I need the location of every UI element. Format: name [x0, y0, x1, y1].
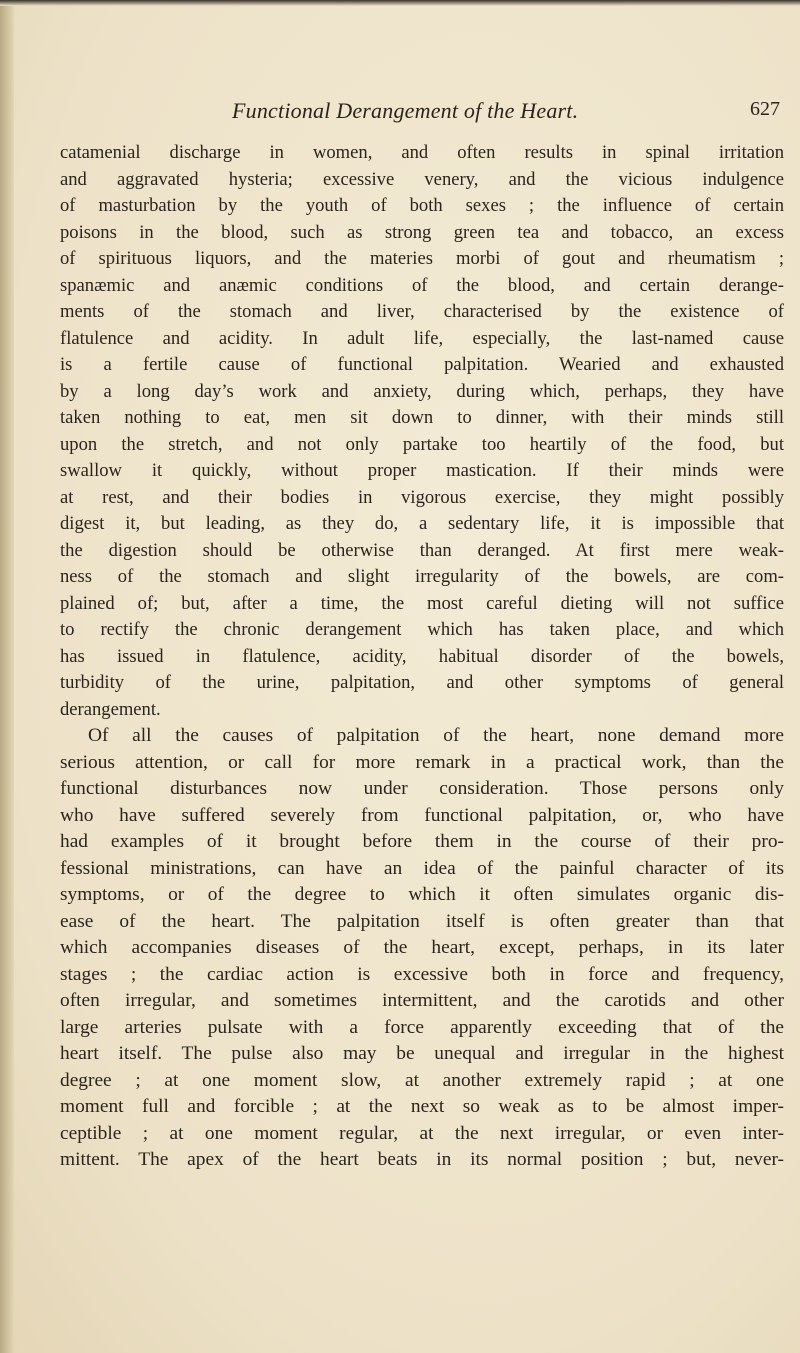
text-line: and aggravated hysteria; excessive venery, and the vicious indulgence: [60, 168, 784, 190]
text-line: plained of; but, after a time, the most careful dieting will not suffice: [60, 592, 784, 614]
paragraph-first-line: Of all the causes of palpitation of the heart, none demand more: [88, 725, 784, 746]
text-line: ness of the stomach and slight irregularity of the bowels, are com-: [60, 566, 784, 587]
text-line: taken nothing to eat, men sit down to dinner, with their minds still: [60, 407, 784, 428]
page-top-edge: [0, 0, 800, 6]
body-text: [60, 140, 784, 1174]
text-line: ceptible ; at one moment regular, at the next irregular, or even inter-: [60, 1122, 784, 1144]
text-line: swallow it quickly, without proper mastication. If their minds were: [60, 460, 784, 481]
text-line: who have suffered severely from functional palpitation, or, who have: [60, 804, 784, 826]
text-line: symptoms, or of the degree to which it often simulates organic dis-: [60, 884, 784, 905]
text-line: of masturbation by the youth of both sexes ; the influence of certain: [60, 195, 784, 216]
text-line: which accompanies diseases of the heart, except, perhaps, in its later: [60, 937, 784, 958]
page-number: 627: [750, 98, 780, 120]
text-line: functional disturbances now under consideration. Those persons only: [60, 778, 784, 799]
text-line: upon the stretch, and not only partake too heartily of the food, but: [60, 433, 784, 455]
text-line: heart itself. The pulse also may be unequal and irregular in the highest: [60, 1043, 784, 1064]
page-gutter-shadow: [0, 0, 14, 1353]
text-line: moment full and forcible ; at the next so weak as to be almost imper-: [60, 1096, 784, 1117]
text-line: degree ; at one moment slow, at another extremely rapid ; at one: [60, 1069, 784, 1091]
text-line: stages ; the cardiac action is excessive both in force and frequency,: [60, 963, 784, 985]
text-line: spanæmic and anæmic conditions of the blood, and certain derange-: [60, 274, 784, 296]
text-line: mittent. The apex of the heart beats in its normal position ; but, never-: [60, 1149, 784, 1170]
paragraph-last-line: derangement.: [60, 698, 161, 720]
text-line: ments of the stomach and liver, characterised by the existence of: [60, 301, 784, 322]
page-header: [60, 98, 780, 128]
text-line: large arteries pulsate with a force apparently exceeding that of the: [60, 1016, 784, 1038]
text-line: the digestion should be otherwise than deranged. At first mere weak-: [60, 539, 784, 561]
text-line: ease of the heart. The palpitation itself is often greater than that: [60, 910, 784, 932]
text-line: flatulence and acidity. In adult life, especially, the last-named cause: [60, 327, 784, 349]
text-line: fessional ministrations, can have an idea of the painful character of its: [60, 857, 784, 879]
text-line: to rectify the chronic derangement which has taken place, and which: [60, 619, 784, 640]
text-line: often irregular, and sometimes intermittent, and the carotids and other: [60, 990, 784, 1011]
text-line: has issued in flatulence, acidity, habitual disorder of the bowels,: [60, 645, 784, 667]
text-line: catamenial discharge in women, and often results in spinal irritation: [60, 142, 784, 163]
running-title: Functional Derangement of the Heart.: [232, 98, 579, 123]
text-line: poisons in the blood, such as strong green tea and tobacco, an excess: [60, 221, 784, 243]
text-line: turbidity of the urine, palpitation, and other symptoms of general: [60, 672, 784, 693]
text-line: by a long day’s work and anxiety, during which, perhaps, they have: [60, 380, 784, 402]
text-line: at rest, and their bodies in vigorous exercise, they might possibly: [60, 486, 784, 508]
text-line: digest it, but leading, as they do, a sedentary life, it is impossible that: [60, 513, 784, 534]
text-line: is a fertile cause of functional palpitation. Wearied and exhausted: [60, 354, 784, 375]
text-line: had examples of it brought before them in the course of their pro-: [60, 831, 784, 852]
text-line: of spirituous liquors, and the materies morbi of gout and rheumatism ;: [60, 248, 784, 269]
text-line: serious attention, or call for more remark in a practical work, than the: [60, 751, 784, 773]
